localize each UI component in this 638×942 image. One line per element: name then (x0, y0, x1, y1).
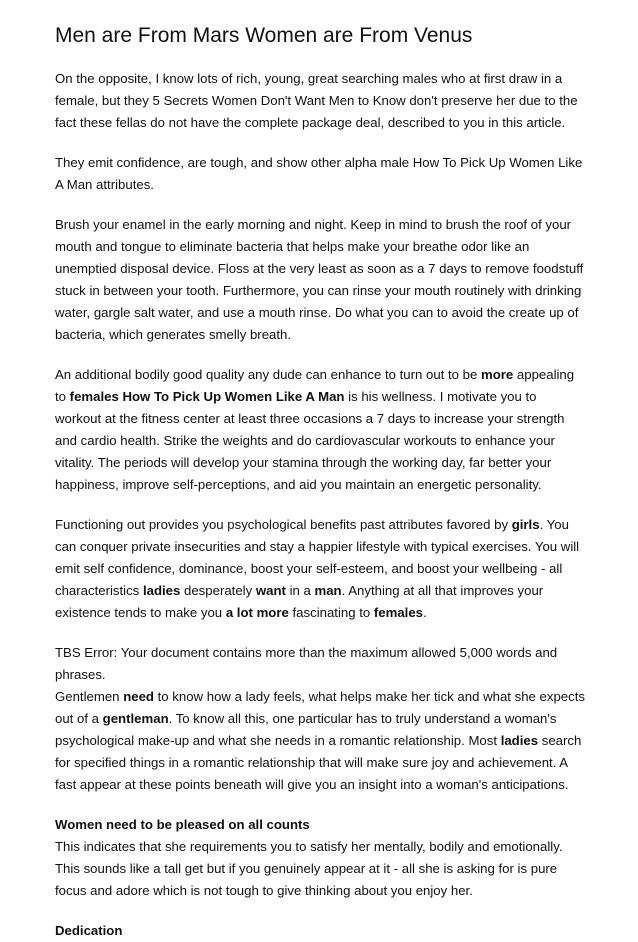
bold-keyword: man (314, 583, 342, 598)
bold-keyword: ladies (142, 583, 181, 598)
bold-keyword: want (255, 583, 286, 598)
text-span: search for specified things in a romantic relationship that will make sure joy and achievement. A fast appear at these points beneath will give you an insight into a woman's anticipations. (55, 733, 582, 792)
text-span: appealing to (55, 367, 575, 404)
paragraph-2: They emit confidence, are tough, and show other alpha male How To Pick Up Women Like A Man attributes. (55, 155, 583, 192)
paragraph-5 (55, 514, 586, 624)
paragraph-7 (55, 686, 586, 796)
text-span: is his wellness. I motivate you to workout at the fitness center at least three occasions a 7 days to increase your strength and cardio health. Strike the weights and do cardiovascular workouts to enhance your vitality. The periods will develop your stamina through the working day, far better your happiness, improve self-perceptions, and aid you maintain an energetic personality. (55, 389, 565, 492)
bold-keyword: need (123, 689, 154, 704)
paragraph-1: On the opposite, I know lots of rich, young, great searching males who at first draw in a female, but they 5 Secrets Women Don't Want Men to Know don't preserve her due to the fact these fellas do not have the complete package deal, described to you in this article. (55, 71, 578, 130)
bold-keyword: a lot more (225, 605, 289, 620)
page-title: Men are From Mars Women are From Venus (55, 24, 473, 47)
error-notice: TBS Error: Your document contains more than the maximum allowed 5,000 words and phrases. (55, 645, 558, 682)
text-span: . Anything at all that improves your existence tends to make you (55, 583, 544, 620)
text-span: in a (285, 583, 315, 598)
section-body-women-pleased: This indicates that she requirements you to satisfy her mentally, bodily and emotionally. This sounds like a tall get but if you genuinely appear at it - all she is asking for is pure focus and adore which is not tough to give thinking about you enjoy her. (55, 839, 563, 898)
text-span: . To know all this, one particular has to truly understand a woman's psychological make-up and what she needs in a romantic relationship. Most (55, 711, 557, 748)
bold-keyword: females How To Pick Up Women Like A Man (69, 389, 345, 404)
paragraph-4 (55, 364, 586, 496)
bold-keyword: more (480, 367, 514, 382)
text-span: Gentlemen (55, 689, 124, 704)
bold-keyword: gentleman (102, 711, 169, 726)
text-span: . (423, 605, 427, 620)
text-span: An additional bodily good quality any dude can enhance to turn out to be (55, 367, 481, 382)
text-span: Functioning out provides you psychological benefits past attributes favored by (55, 517, 512, 532)
section-heading-dedication: Dedication (55, 923, 123, 938)
paragraph-3: Brush your enamel in the early morning and night. Keep in mind to brush the roof of your mouth and tongue to eliminate bacteria that helps make your breathe odor like an unemptied disposal device. Floss at the very least as soon as a 7 days to remove foodstuff stuck in between your tooth. Furthermore, you can rinse your mouth routinely with drinking water, gargle salt water, and use a mouth rinse. Do what you can to avoid the create up of bacteria, which generates smelly breath. (55, 217, 584, 342)
bold-keyword: girls (511, 517, 540, 532)
text-span: . You can conquer private insecurities and stay a happier lifestyle with typical exercises. You will emit self confidence, dominance, boost your self-esteem, and boost your wellbeing - all characteristics (55, 517, 580, 598)
bold-keyword: ladies (500, 733, 539, 748)
section-heading-women-pleased: Women need to be pleased on all counts (55, 817, 310, 832)
text-span: desperately (180, 583, 256, 598)
bold-keyword: females (373, 605, 424, 620)
text-span: fascinating to (288, 605, 374, 620)
text-span: to know how a lady feels, what helps make her tick and what she expects out of a (55, 689, 585, 726)
